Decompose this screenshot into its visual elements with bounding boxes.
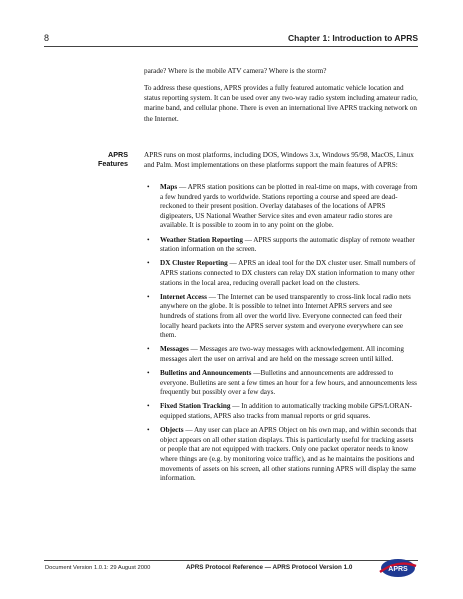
feature-text: — Messages are two-way messages with acknowledgement. All incoming messages alert the user on arrival and are held on the message screen until killed. [160, 345, 404, 363]
logo-text: APRS [388, 566, 408, 573]
footer-rule [44, 560, 418, 561]
feature-item-maps [147, 183, 418, 231]
feature-item-messages [147, 345, 418, 364]
feature-item-dx-cluster [147, 259, 418, 288]
feature-text: — APRS station positions can be plotted in real-time on maps, with coverage from a few hundred yards to worldwide. Stations reporting a course and speed are dead-reckoned to their present position. Overlay databases of the locations of APRS digipeaters, US National Weather Service sites and even amateur radio stores are available. It is possible to zoom in to any point on the globe. [160, 183, 418, 230]
bullet-icon: • [147, 292, 150, 301]
feature-title: Messages [160, 345, 189, 354]
feature-title: Objects [160, 426, 184, 435]
section-heading [86, 150, 128, 169]
feature-title: Maps [160, 183, 178, 191]
section-lead-paragraph [144, 150, 418, 170]
feature-title: Weather Station Reporting [160, 235, 243, 244]
intro-text-1: parade? Where is the mobile ATV camera? Where is the storm? [144, 67, 327, 75]
intro-paragraph-2 [144, 83, 418, 124]
section-heading-line-1: APRS [108, 150, 128, 159]
bullet-icon: • [147, 235, 150, 244]
intro-text-2: To address these questions, APRS provides a fully featured automatic vehicle location and status reporting system. It can be used over any two-way radio system including amateur radio, marine band, and cellular phone. There is even an international live APRS tracking network on the Internet. [144, 84, 418, 123]
feature-title: Fixed Station Tracking [160, 402, 231, 411]
section-heading-line-2: Features [98, 159, 128, 169]
section-lead-text: APRS runs on most platforms, including DOS, Windows 3.x, Windows 95/98, MacOS, Linux and Palm. Most implementations on these platforms support the main features of APRS: [144, 151, 414, 170]
feature-item-fixed-station [147, 402, 418, 421]
header-chapter-title: Chapter 1: Introduction to APRS [287, 33, 418, 43]
aprs-logo [378, 557, 418, 579]
bullet-icon: • [147, 369, 150, 378]
feature-text: — Any user can place an APRS Object on his own map, and within seconds that object appears on all other station displays. This is particularly useful for tracking assets or people that are not equipped with trackers. Only one packet operator needs to know where things are (e.g. by monitoring voice traffic), and as he maintains the positions and movements of assets on his screen, all other stations running APRS will display the same information. [160, 426, 417, 483]
header-page-number: 8 [44, 33, 50, 43]
bullet-icon: • [147, 426, 150, 435]
footer-protocol-reference: APRS Protocol Reference — APRS Protocol Version 1.0 [186, 564, 353, 571]
bullet-icon: • [147, 183, 150, 191]
intro-paragraph-1 [144, 66, 418, 76]
feature-item-objects [147, 426, 418, 484]
feature-list [147, 183, 418, 488]
header-rule [44, 46, 418, 47]
bullet-icon: • [147, 402, 150, 411]
feature-title: DX Cluster Reporting [160, 259, 228, 268]
feature-title: Bulletins and Announcements [160, 369, 252, 378]
feature-text: — APRS an ideal tool for the DX cluster user. Small numbers of APRS stations connected to DX clusters can relay DX station information to many other stations in the local area, reducing overall packet load on the clusters. [160, 259, 416, 287]
feature-title: Internet Access [160, 292, 207, 301]
bullet-icon: • [147, 345, 150, 354]
footer-document-version: Document Version 1.0.1: 29 August 2000 [45, 565, 151, 571]
feature-text: — The Internet can be used transparently to cross-link local radio nets anywhere on the globe. It is possible to telnet into Internet APRS servers and see hundreds of stations from all over the world live. Everyone connected can feed their locally heard packets into the APRS server system and everyone everywhere can see them. [160, 292, 411, 340]
feature-text: — In addition to automatically tracking mobile GPS/LORAN-equipped stations, APRS also tracks from manual reports or grid squares. [160, 402, 413, 421]
bullet-icon: • [147, 259, 150, 268]
feature-item-weather [147, 236, 418, 255]
feature-text: — APRS supports the automatic display of remote weather station information on the screen. [160, 235, 415, 254]
feature-item-bulletins [147, 369, 418, 398]
feature-text: —Bulletins and announcements are addressed to everyone. Bulletins are sent a few times an hour for a few hours, and announcements less frequently but possibly over a few days. [160, 369, 417, 397]
feature-item-internet [147, 293, 418, 341]
